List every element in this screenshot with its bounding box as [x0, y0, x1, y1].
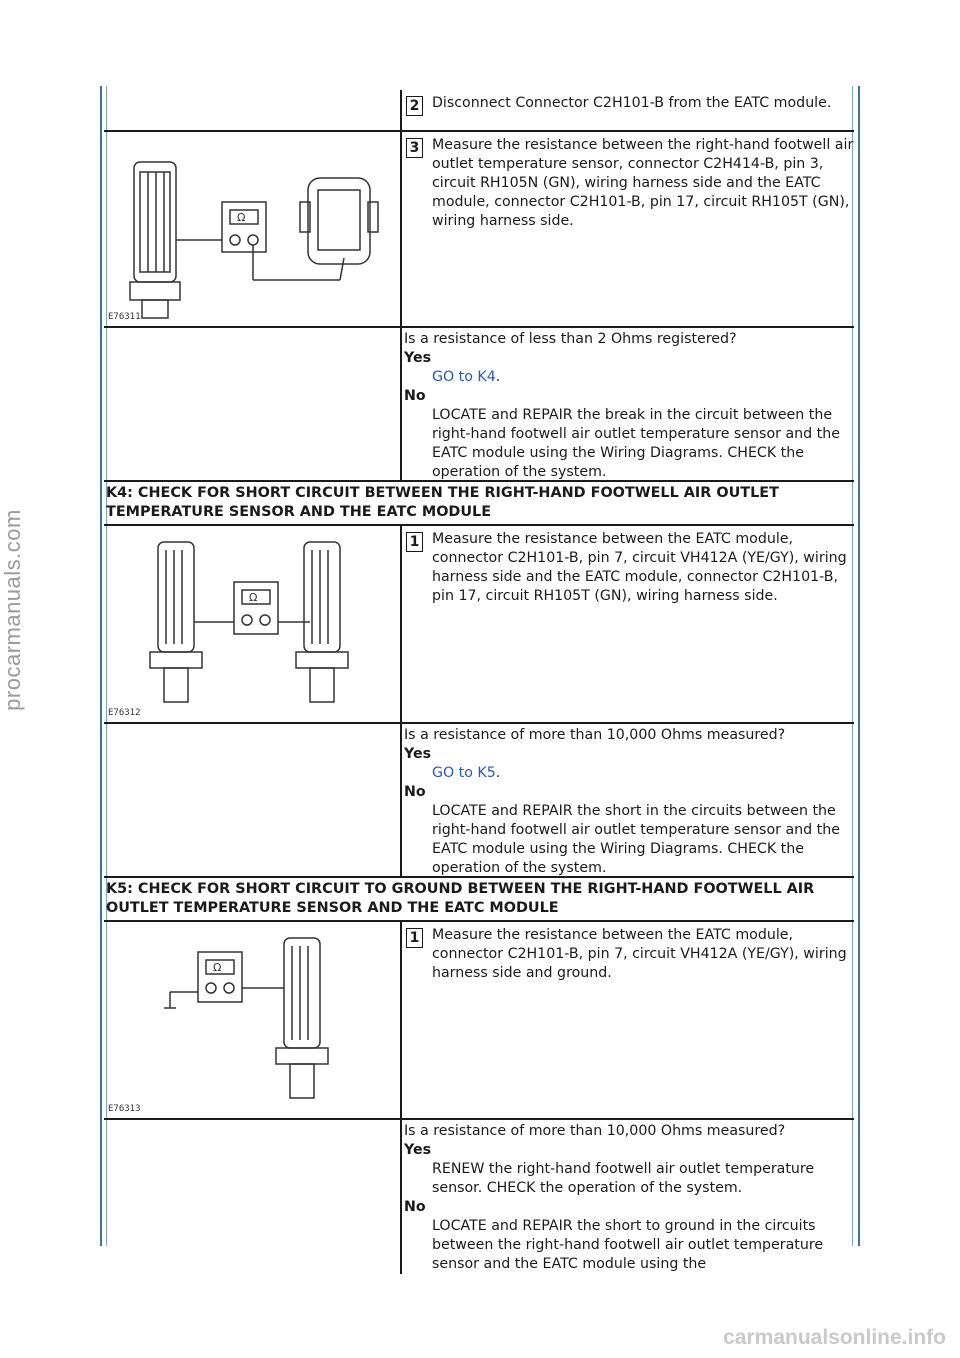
row-step2: [104, 90, 854, 132]
yes-label: Yes: [404, 1142, 432, 1158]
question-text: Is a resistance of more than 10,000 Ohms measured?: [404, 727, 786, 743]
empty-cell: [104, 90, 402, 130]
figure-label: E76311: [108, 312, 141, 322]
row-k5-step1: [104, 922, 854, 1120]
step-text: Measure the resistance between the right-hand footwell air outlet temperature sensor, connector C2H414-B, pin 3, circuit RH105N (GN), wiring harness side and the EATC module, connector C2H101-B, pin 17, circuit RH105T (GN), wiring harness side.: [432, 137, 854, 229]
section-heading-k5: K5: CHECK FOR SHORT CIRCUIT TO GROUND BETWEEN THE RIGHT-HAND FOOTWELL AIR OUTLET TEMPERATURE SENSOR AND THE EATC MODULE: [104, 878, 854, 922]
yes-label: Yes: [404, 350, 432, 366]
step-text: Measure the resistance between the EATC module, connector C2H101-B, pin 7, circuit VH412A (YE/GY), wiring harness side and ground.: [432, 927, 847, 981]
step-cell: [402, 132, 854, 326]
procedure-table: [104, 90, 854, 1274]
empty-cell: [104, 1120, 402, 1274]
empty-cell: [104, 328, 402, 480]
empty-cell: [104, 724, 402, 876]
no-text: LOCATE and REPAIR the break in the circuit between the right-hand footwell air outlet temperature sensor and the EATC module using the Wiring Diagrams. CHECK the operation of the system.: [432, 407, 840, 480]
bottom-watermark: carmanualsonline.info: [723, 1326, 946, 1349]
step-cell: [402, 526, 854, 722]
no-text: LOCATE and REPAIR the short in the circuits between the right-hand footwell air outlet temperature sensor and the EATC module using the Wiring Diagrams. CHECK the operation of the system.: [432, 803, 840, 876]
figure-cell: [104, 526, 402, 722]
wiring-diagram-figure: [104, 132, 400, 326]
punct: .: [495, 369, 501, 385]
yes-text: RENEW the right-hand footwell air outlet temperature sensor. CHECK the operation of the system.: [432, 1161, 815, 1196]
no-label: No: [404, 388, 426, 404]
punct: .: [495, 765, 501, 781]
question-text: Is a resistance of less than 2 Ohms registered?: [404, 331, 737, 347]
row-step3: [104, 132, 854, 328]
question-text: Is a resistance of more than 10,000 Ohms measured?: [404, 1123, 786, 1139]
row-k4-step1: [104, 526, 854, 724]
step-cell: [402, 922, 854, 1118]
row-question-k4: [104, 724, 854, 878]
step-text: Measure the resistance between the EATC module, connector C2H101-B, pin 7, circuit VH412A (YE/GY), wiring harness side and the EATC module, connector C2H101-B, pin 17, circuit RH105T (GN), wiring harness side.: [432, 531, 847, 604]
section-heading-k4: K4: CHECK FOR SHORT CIRCUIT BETWEEN THE RIGHT-HAND FOOTWELL AIR OUTLET TEMPERATURE SENSOR AND THE EATC MODULE: [104, 482, 854, 526]
step-text: Disconnect Connector C2H101-B from the EATC module.: [432, 95, 832, 111]
no-label: No: [404, 784, 426, 800]
step-number: 3: [406, 138, 423, 158]
frame-right-line: [858, 86, 860, 1246]
step-number: 2: [406, 96, 423, 116]
step-number: 1: [406, 532, 423, 552]
goto-k4-link[interactable]: GO to K4: [432, 369, 496, 385]
no-text: LOCATE and REPAIR the short to ground in the circuits between the right-hand footwell air outlet temperature sensor and the EATC module using the: [432, 1218, 824, 1272]
step-number: 1: [406, 928, 423, 948]
meter-symbol: Ω: [237, 211, 246, 224]
figure-cell: [104, 922, 402, 1118]
question-cell: [402, 1120, 854, 1274]
figure-cell: [104, 132, 402, 326]
step-cell: [402, 90, 854, 130]
wiring-diagram-figure: [104, 526, 400, 722]
meter-symbol: Ω: [213, 961, 222, 974]
side-watermark: procarmanuals.com: [0, 509, 25, 711]
frame-left-line: [100, 86, 102, 1246]
question-cell: [402, 724, 854, 876]
yes-label: Yes: [404, 746, 432, 762]
meter-symbol: Ω: [249, 591, 258, 604]
row-question-k3: [104, 328, 854, 482]
figure-label: E76312: [108, 708, 141, 718]
goto-k5-link[interactable]: GO to K5: [432, 765, 496, 781]
wiring-diagram-figure: [104, 922, 400, 1118]
figure-label: E76313: [108, 1104, 141, 1114]
no-label: No: [404, 1199, 426, 1215]
question-cell: [402, 328, 854, 480]
row-question-k5: [104, 1120, 854, 1274]
